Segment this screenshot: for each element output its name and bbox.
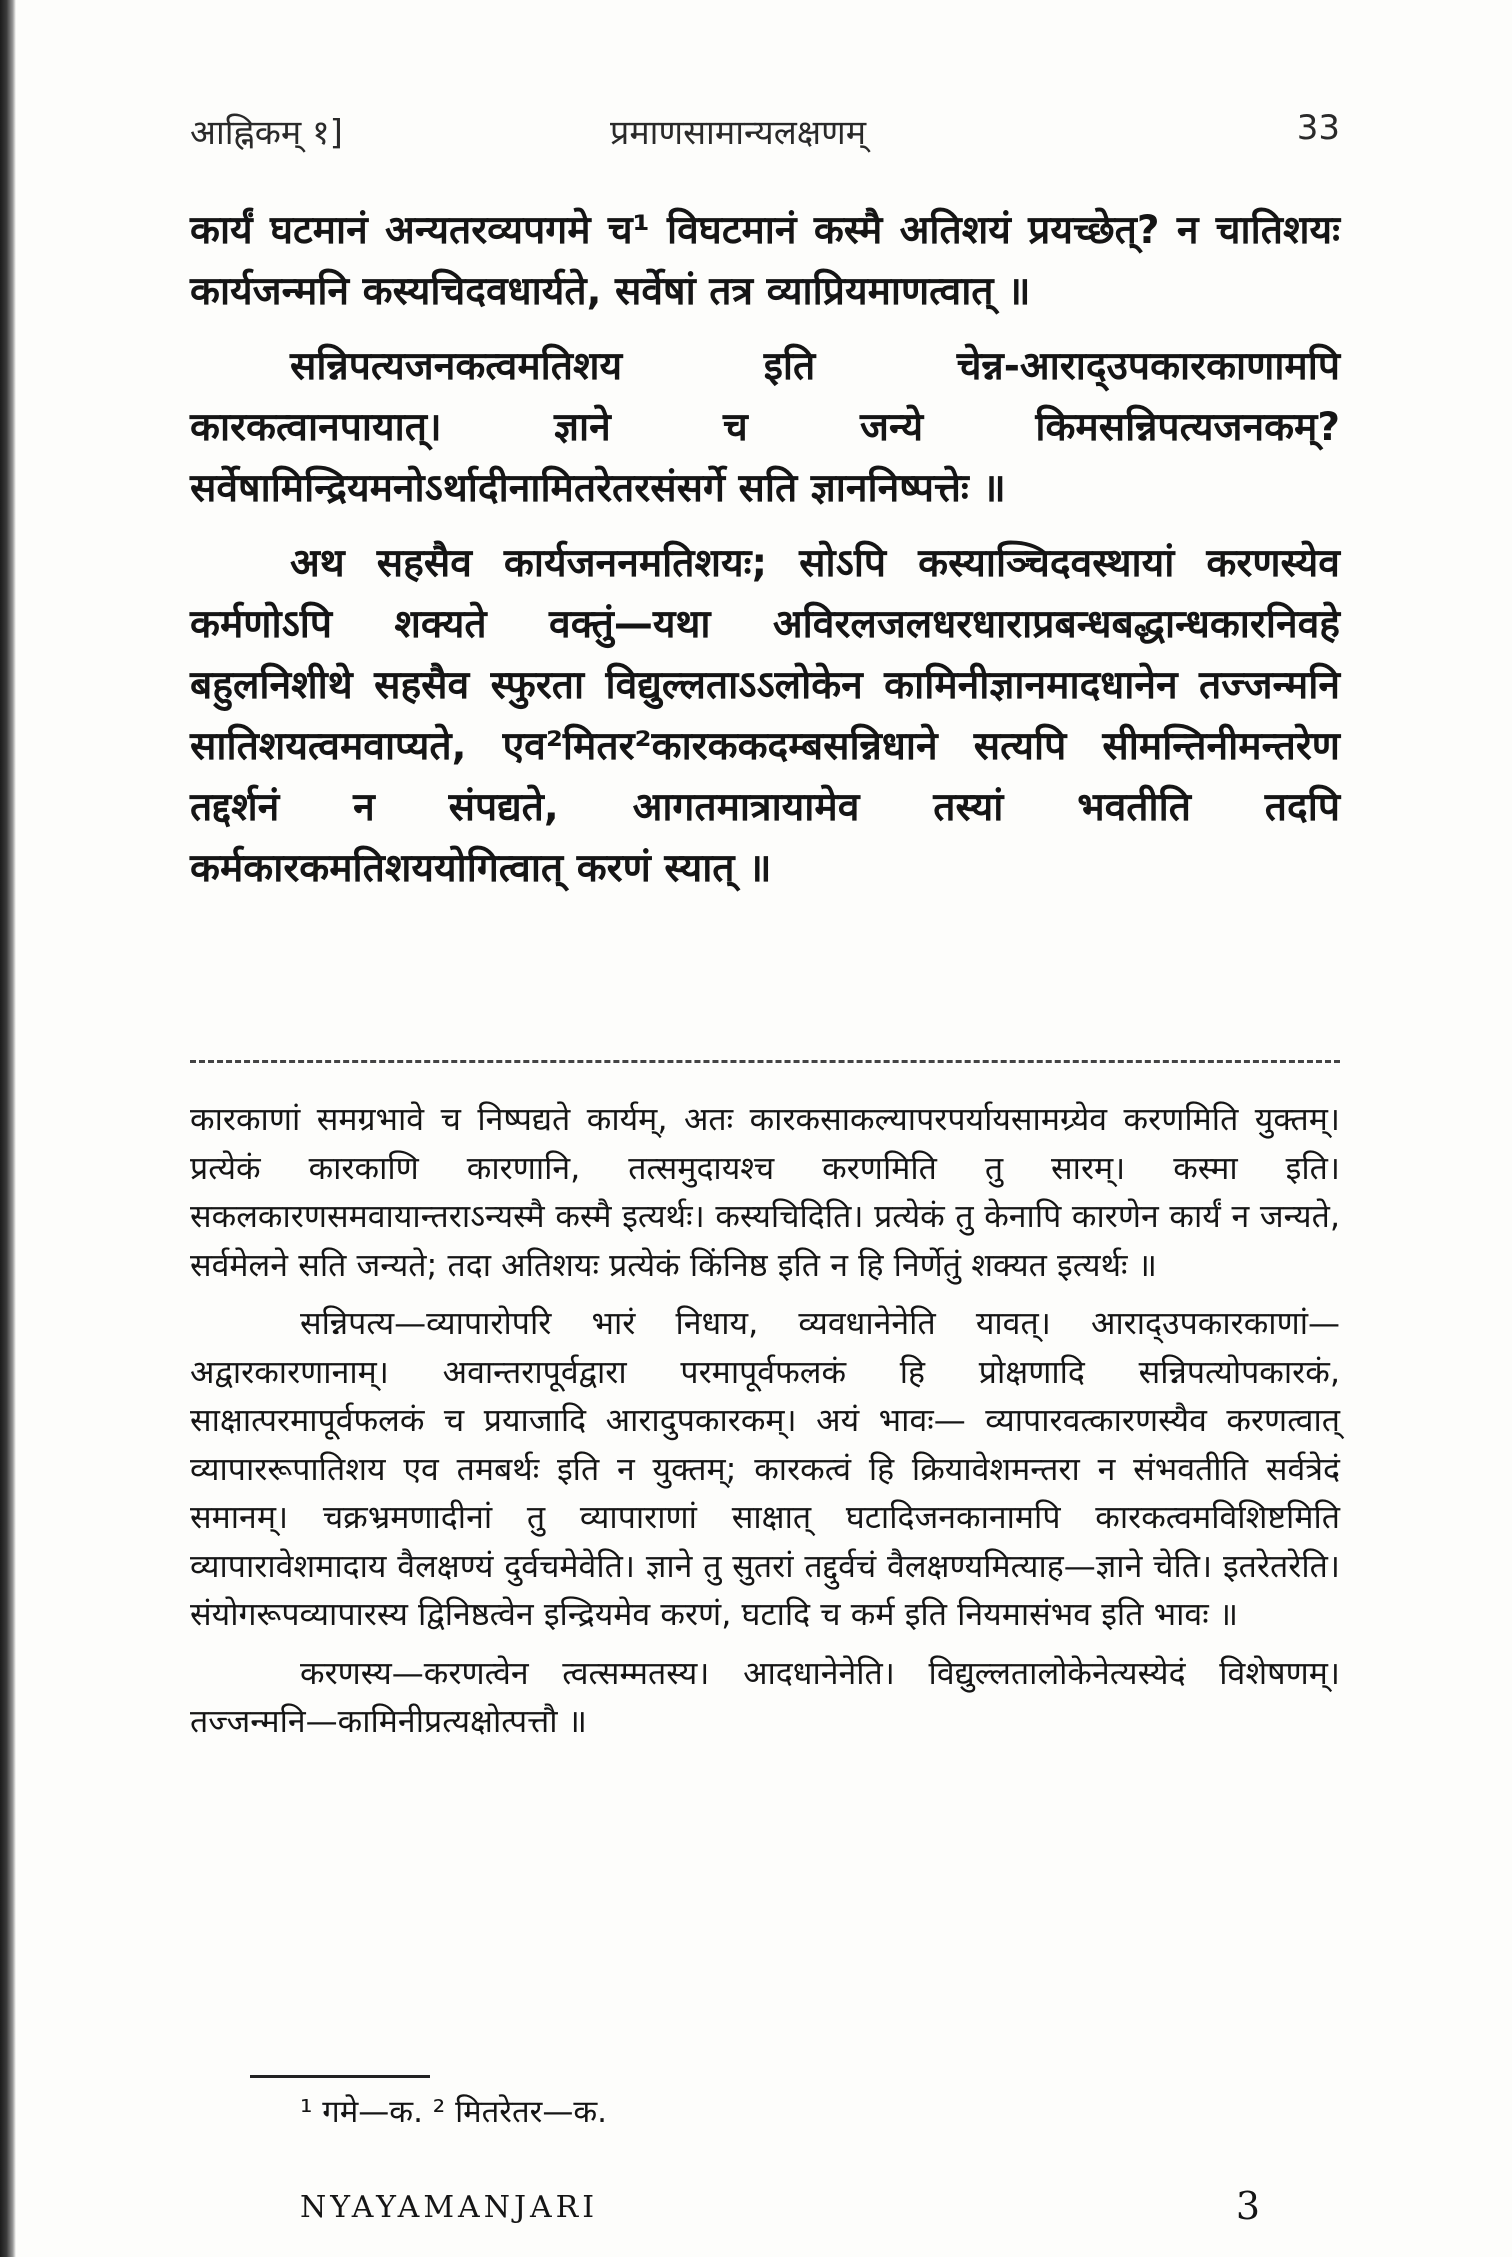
footnote-rule	[250, 2075, 430, 2078]
footer-book-title: NYAYAMANJARI	[300, 2190, 599, 2225]
header-section-label: आह्निकम् १]	[190, 113, 343, 153]
commentary-text	[190, 1095, 1340, 1756]
main-paragraph-2: सन्निपत्यजनकत्वमतिशय इति चेन्न-आराद्‌उपकारकाणामपि कारकत्वानपायात्। ज्ञाने च जन्ये किमसन्निपत्यजनकम्? सर्वेषामिन्द्रियमनोऽर्थादीनामितरेतरसंसर्गे सति ज्ञाननिष्पत्तेः ॥	[190, 344, 1340, 511]
footer-signature-number: 3	[1235, 2184, 1260, 2228]
footnotes: ¹ गमे—क. ² मितरेतर—क.	[300, 2094, 607, 2130]
commentary-paragraph-2: सन्निपत्य—व्यापारोपरि भारं निधाय, व्यवधानेनेति यावत्। आराद्‌उपकारकाणां—अद्वारकारणानाम्। अवान्तरापूर्वद्वारा परमापूर्वफलकं हि प्रोक्षणादि सन्निपत्योपकारकं, साक्षात्परमापूर्वफलकं च प्रयाजादि आरादुपकारकम्। अयं भावः— व्यापारवत्कारणस्यैव करणत्वात् व्यापाररूपातिशय एव तमबर्थः इति न युक्तम्; कारकत्वं हि क्रियावेशमन्तरा न संभवतीति सर्वत्रेदं समानम्। चक्रभ्रमणादीनां तु व्यापाराणां साक्षात् घटादिजनकानामपि कारकत्वमविशिष्टमिति व्यापारावेशमादाय वैलक्षण्यं दुर्वचमेवेति। ज्ञाने तु सुतरां तद्दुर्वचं वैलक्षण्यमित्याह—ज्ञाने चेति। इतरेतरेति। संयोगरूपव्यापारस्य द्विनिष्ठत्वेन इन्द्रियमेव करणं, घटादि च कर्म इति नियमासंभव इति भावः ॥	[190, 1304, 1340, 1633]
header-page-number: 33	[1296, 108, 1340, 148]
commentary-paragraph-3: करणस्य—करणत्वेन त्वत्सम्मतस्य। आदधानेनेति। विद्युल्लतालोकेनेत्यस्येदं विशेषणम्। तज्जन्मनि—कामिनीप्रत्यक्षोत्पत्तौ ॥	[190, 1653, 1340, 1740]
main-paragraph-1: कार्यं घटमानं अन्यतरव्यपगमे च¹ विघटमानं कस्मै अतिशयं प्रयच्छेत्? न चातिशयः कार्यजन्मनि कस्यचिदवधार्यते, सर्वेषां तत्र व्याप्रियमाणत्वात् ॥	[190, 208, 1340, 314]
commentary-paragraph-1: कारकाणां समग्रभावे च निष्पद्यते कार्यम्, अतः कारकसाकल्यापरपर्यायसामग्र्येव करणमिति युक्तम्। प्रत्येकं कारकाणि कारणानि, तत्समुदायश्च करणमिति तु सारम्। कस्मा इति। सकलकारणसमवायान्तराऽन्यस्मै कस्मै इत्यर्थः। कस्यचिदिति। प्रत्येकं तु केनापि कारणेन कार्यं न जन्यते, सर्वमेलने सति जन्यते; तदा अतिशयः प्रत्येकं किंनिष्ठ इति न हि निर्णेतुं शक्यत इत्यर्थः ॥	[190, 1100, 1340, 1284]
main-text	[190, 200, 1340, 913]
section-divider	[190, 1060, 1340, 1063]
running-header	[190, 108, 1340, 168]
main-paragraph-3: अथ सहसैव कार्यजननमतिशयः; सोऽपि कस्याञ्चिदवस्थायां करणस्येव कर्मणोऽपि शक्यते वक्तुं—यथा अविरलजलधरधाराप्रबन्धबद्धान्धकारनिवहे बहुलनिशीथे सहसैव स्फुरता विद्युल्लताऽऽलोकेन कामिनीज्ञानमादधानेन तज्जन्मनि सातिशयत्वमवाप्यते, एव²मितर²कारककदम्बसन्निधाने सत्यपि सीमन्तिनीमन्तरेण तद्दर्शनं न संपद्यते, आगतमात्रायामेव तस्यां भवतीति तदपि कर्मकारकमतिशययोगित्वात् करणं स्यात् ॥	[190, 541, 1340, 891]
book-binding-edge	[0, 0, 16, 2257]
page-footer	[300, 2184, 1260, 2240]
header-title: प्रमाणसामान्यलक्षणम्	[610, 113, 867, 153]
